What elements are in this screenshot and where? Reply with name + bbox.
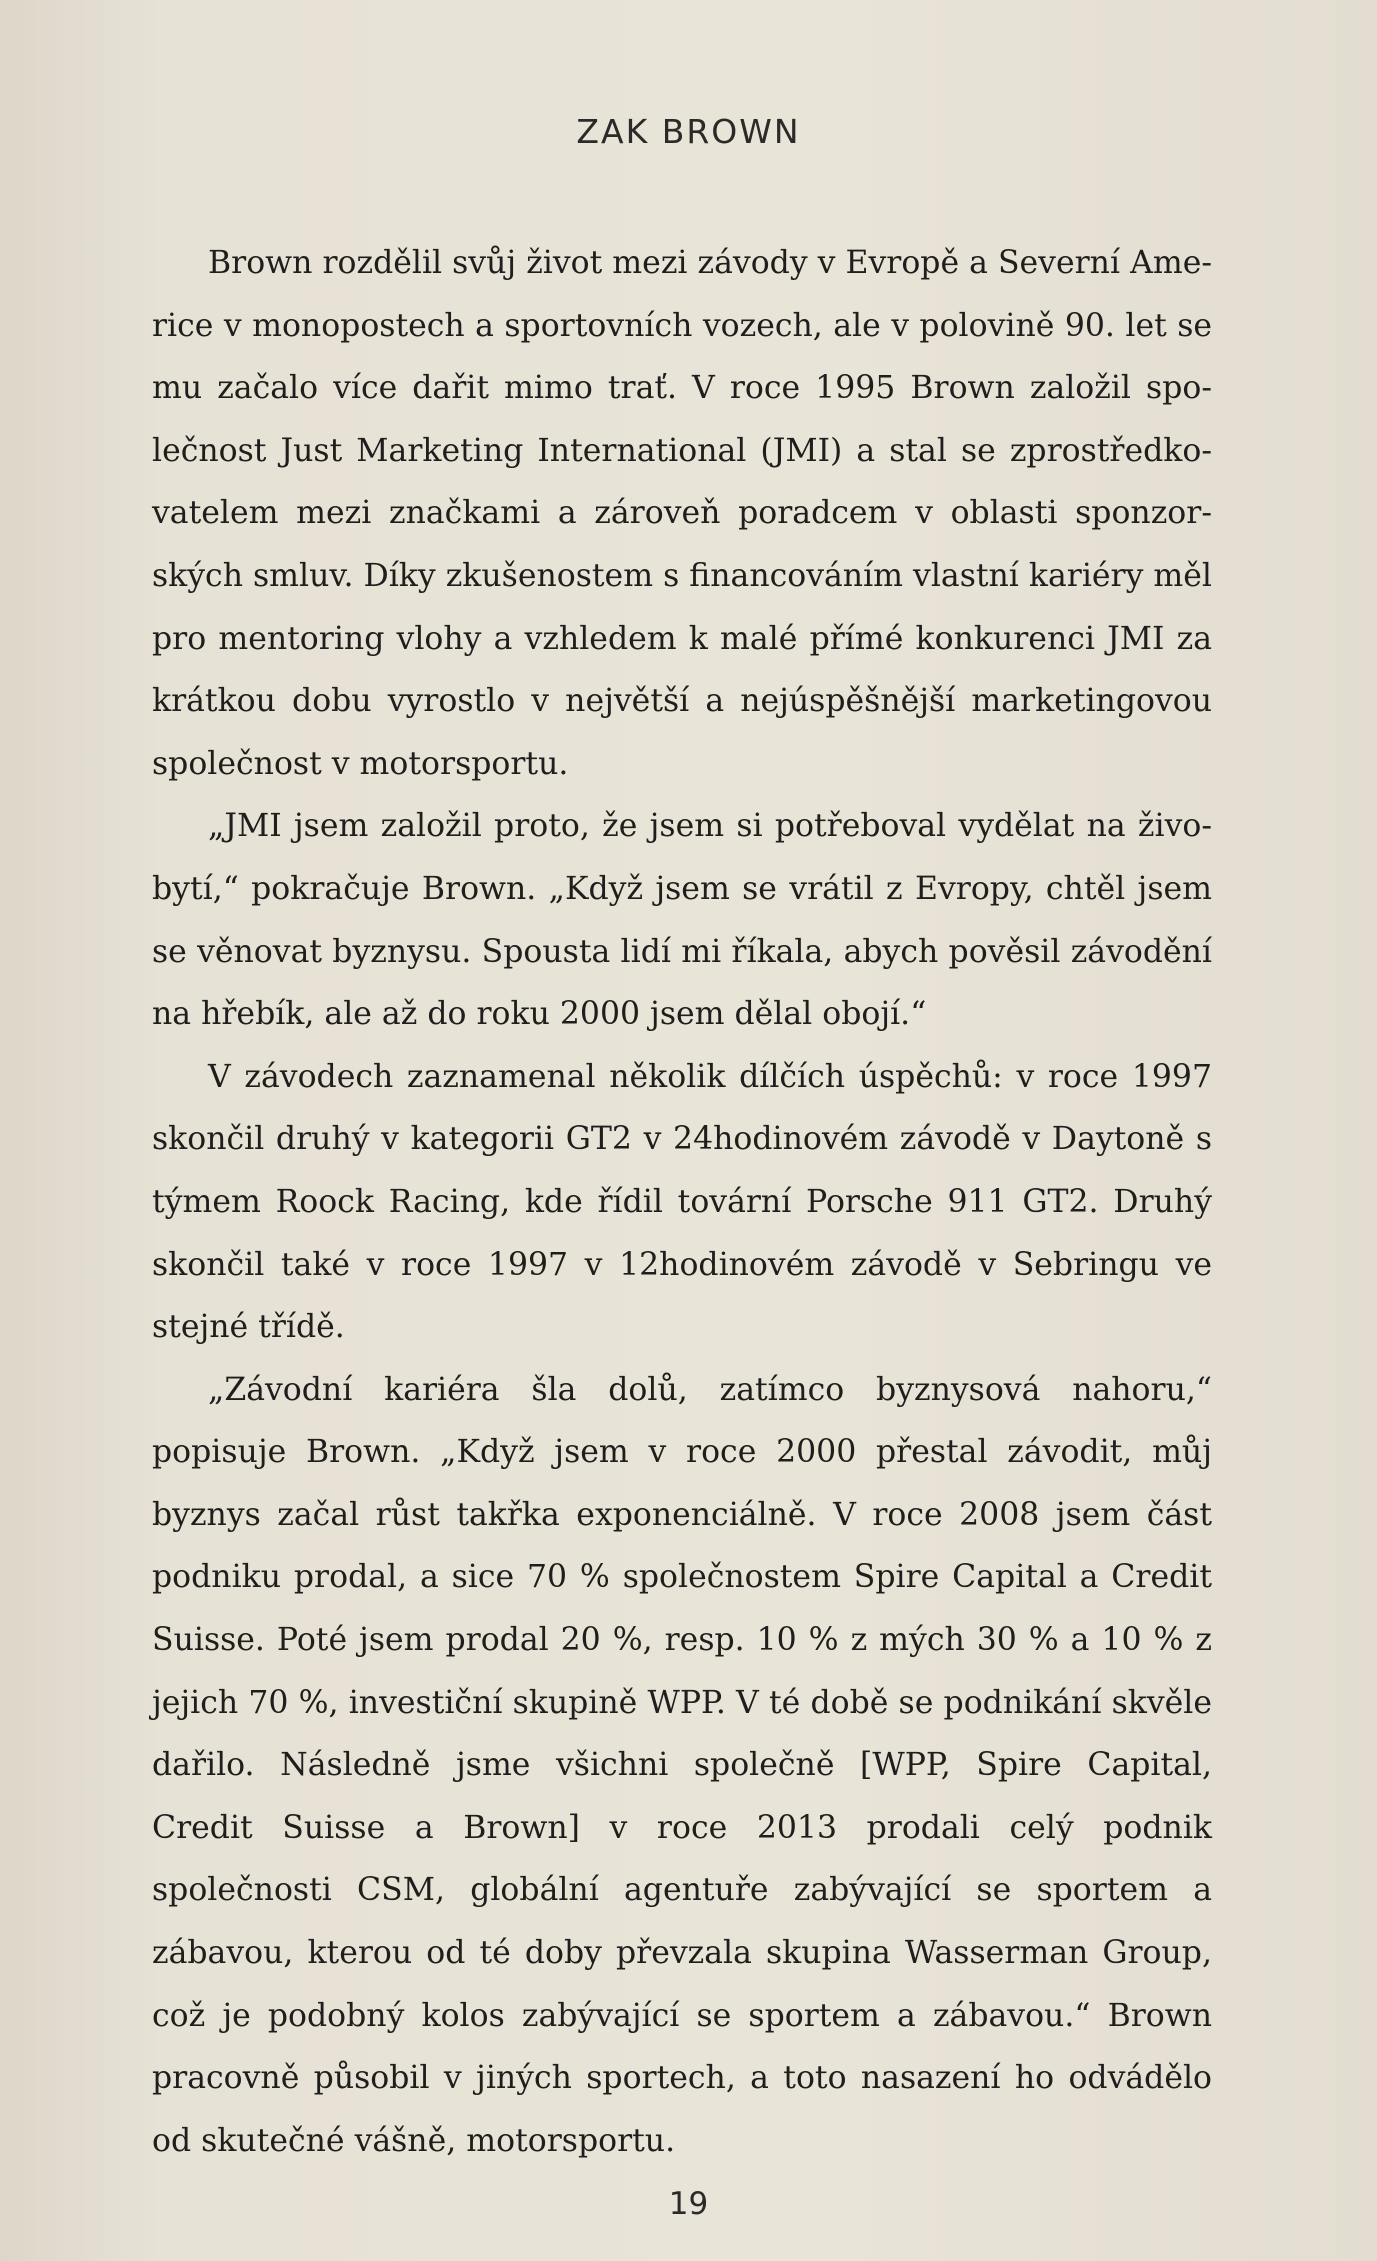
running-head: ZAK BROWN [576, 112, 801, 151]
page-number: 19 [668, 2186, 709, 2222]
paragraph: V závodech zaznamenal několik dílčích úspěchů: v roce 1997 skončil druhý v kategorii GT2 v 24hodinovém závodě v Daytoně s týmem Roock Racing, kde řídil tovární Porsche 911 GT2. Druhý skončil také v roce 1997 v 12hodinovém závodě v Sebringu ve stejné třídě. [152, 1058, 1212, 1346]
body-text [152, 232, 1212, 2172]
paragraph: „JMI jsem založil proto, že jsem si potřeboval vydělat na živobytí,“ pokračuje Brown. „Když jsem se vrátil z Evropy, chtěl jsem se věnovat byznysu. Spousta lidí mi říkala, abych pověsil závodění na hřebík, ale až do roku 2000 jsem dělal obojí.“ [152, 808, 1212, 1033]
paragraph: „Závodní kariéra šla dolů, zatímco byznysová nahoru,“ popisuje Brown. „Když jsem v roce 2000 přestal závodit, můj byznys začal růst takřka exponenciálně. V roce 2008 jsem část podniku prodal, a sice 70 % společnostem Spire Capital a Credit Suisse. Poté jsem prodal 20 %, resp. 10 % z mých 30 % a 10 % z jejich 70 %, investiční skupině WPP. V té době se podnikání skvěle dařilo. Následně jsme všichni společně [WPP, Spire Capital, Credit Suisse a Brown] v roce 2013 prodali celý podnik společnosti CSM, globální agentuře zabývající se sportem a zábavou, kterou od té doby převzala skupina Wasserman Group, což je podobný kolos zabývající se sportem a zábavou.“ Brown pracovně působil v jiných sportech, a toto nasazení ho odvádělo od skutečné vášně, motorsportu. [152, 1371, 1212, 2159]
paragraph: Brown rozdělil svůj život mezi závody v Evropě a Severní Americe v monopostech a sportovních vozech, ale v polovině 90. let se mu začalo více dařit mimo trať. V roce 1995 Brown založil společnost Just Marketing International (JMI) a stal se zprostředkovatelem mezi značkami a zároveň poradcem v oblasti sponzorských smluv. Díky zkušenostem s financováním vlastní kariéry měl pro mentoring vlohy a vzhledem k malé přímé konkurenci JMI za krátkou dobu vyrostlo v největší a nejúspěšnější marketingovou společnost v motorsportu. [152, 245, 1212, 782]
